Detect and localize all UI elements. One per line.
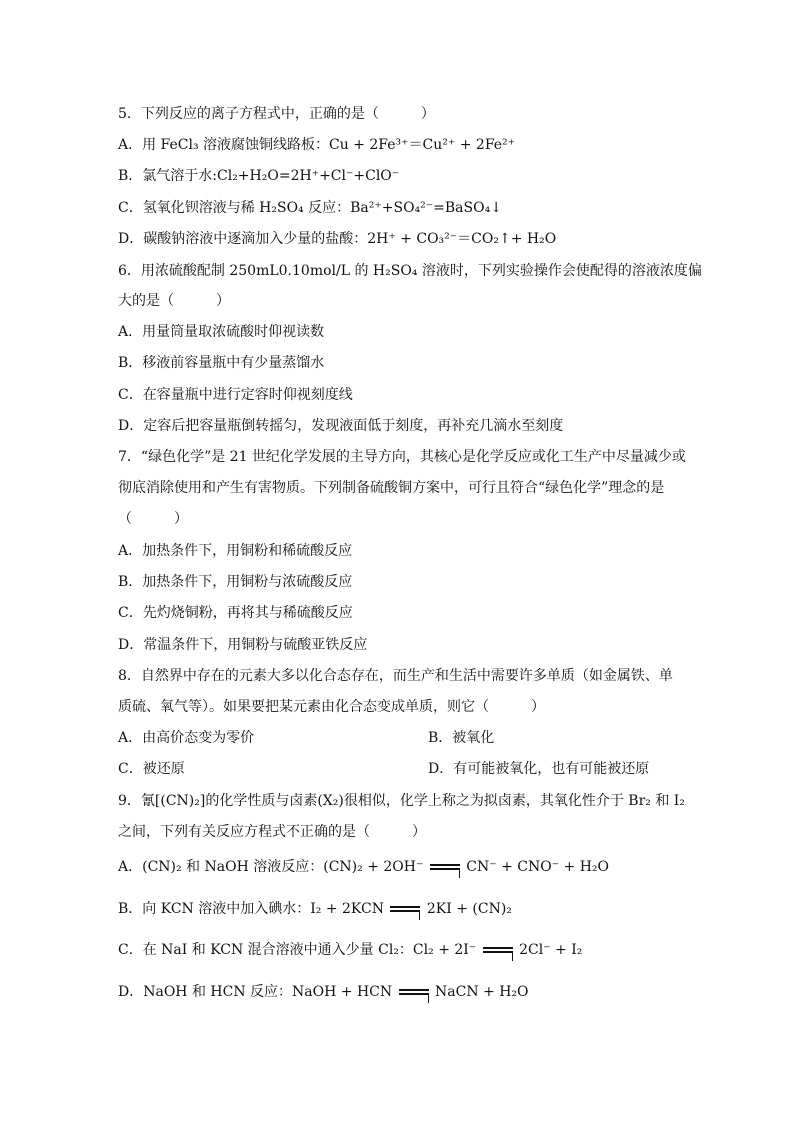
question-7-option-c: C．先灼烧铜粉，再将其与稀硫酸反应 xyxy=(118,605,353,621)
question-9-option-a xyxy=(118,857,734,877)
question-9-stem-line-1: 9．氰[(CN)₂]的化学性质与卤素(X₂)很相似，化学上称之为拟卤素，其氧化性介于 Br₂ 和 I₂ xyxy=(118,793,685,809)
question-8-stem-line-1: 8．自然界中存在的元素大多以化合态存在，而生产和生活中需要许多单质（如金属铁、单 xyxy=(118,668,673,684)
question-9-option-d xyxy=(118,982,734,1002)
question-8-options-row-2 xyxy=(118,759,734,779)
question-9-option-d-lhs: D．NaOH 和 HCN 反应：NaOH + HCN xyxy=(118,984,393,1000)
question-9-stem-line-2: 之间，下列有关反应方程式不正确的是（ ） xyxy=(118,824,426,840)
question-8-stem-line-2: 质硫、氧气等）。如果要把某元素由化合态变成单质，则它（ ） xyxy=(118,699,545,715)
question-8-option-a: A．由高价态变为零价 xyxy=(118,730,255,746)
question-7-option-a: A．加热条件下，用铜粉和稀硫酸反应 xyxy=(118,543,353,559)
question-5-stem: 5．下列反应的离子方程式中，正确的是（ ） xyxy=(118,106,435,122)
question-9-option-b xyxy=(118,899,734,919)
question-9-option-c-lhs: C．在 NaI 和 KCN 混合溶液中通入少量 Cl₂：Cl₂ + 2I⁻ xyxy=(118,942,477,958)
question-9-option-a-rhs: CN⁻ + CNO⁻ + H₂O xyxy=(466,859,610,875)
question-7-stem-line-3: （ ） xyxy=(118,511,188,527)
question-6-option-d: D．定容后把容量瓶倒转摇匀，发现液面低于刻度，再补充几滴水至刻度 xyxy=(118,418,564,434)
question-5-option-d: D．碳酸钠溶液中逐滴加入少量的盐酸：2H⁺ + CO₃²⁻＝CO₂↑+ H₂O xyxy=(118,231,557,247)
question-6-option-a: A．用量筒量取浓硫酸时仰视读数 xyxy=(118,324,325,340)
question-5-option-a: A．用 FeCl₃ 溶液腐蚀铜线路板：Cu + 2Fe³⁺＝Cu²⁺ + 2Fe²⁺ xyxy=(118,137,516,153)
equals-sign-icon xyxy=(399,989,429,995)
question-7-stem-line-1: 7．“绿色化学”是 21 世纪化学发展的主导方向，其核心是化学反应或化工生产中尽量减少或 xyxy=(118,449,686,465)
question-8-option-d: D．有可能被氧化，也有可能被还原 xyxy=(428,761,650,777)
question-6-stem-line-2: 大的是（ ） xyxy=(118,293,230,309)
question-9-option-d-rhs: NaCN + H₂O xyxy=(435,984,529,1000)
question-7-stem-line-2: 彻底消除使用和产生有害物质。下列制备硫酸铜方案中，可行且符合“绿色化学”理念的是 xyxy=(118,480,665,496)
question-5-option-b: B．氯气溶于水:Cl₂+H₂O=2H⁺+Cl⁻+ClO⁻ xyxy=(118,168,400,184)
question-5-option-c: C．氢氧化钡溶液与稀 H₂SO₄ 反应：Ba²⁺+SO₄²⁻=BaSO₄↓ xyxy=(118,200,502,216)
question-9-option-c-rhs: 2Cl⁻ + I₂ xyxy=(519,942,583,958)
equals-sign-icon xyxy=(390,906,420,912)
question-8-options-row-1 xyxy=(118,728,734,748)
question-9-option-b-rhs: 2KI + (CN)₂ xyxy=(426,901,512,917)
question-7-option-d: D．常温条件下，用铜粉与硫酸亚铁反应 xyxy=(118,637,368,653)
question-6-option-b: B．移液前容量瓶中有少量蒸馏水 xyxy=(118,355,325,371)
question-6-stem-line-1: 6．用浓硫酸配制 250mL0.10mol/L 的 H₂SO₄ 溶液时，下列实验操作会使配得的溶液浓度偏 xyxy=(118,263,702,279)
question-8-option-b: B．被氧化 xyxy=(428,730,495,746)
question-9-option-a-lhs: A．(CN)₂ 和 NaOH 溶液反应：(CN)₂ + 2OH⁻ xyxy=(118,859,424,875)
equals-sign-icon xyxy=(430,864,460,870)
question-9-option-b-lhs: B．向 KCN 溶液中加入碘水：I₂ + 2KCN xyxy=(118,901,384,917)
question-9-option-c xyxy=(118,940,734,960)
question-7-option-b: B．加热条件下，用铜粉与浓硫酸反应 xyxy=(118,574,353,590)
question-8-option-c: C．被还原 xyxy=(118,761,185,777)
equals-sign-icon xyxy=(483,947,513,953)
question-6-option-c: C．在容量瓶中进行定容时仰视刻度线 xyxy=(118,387,353,403)
